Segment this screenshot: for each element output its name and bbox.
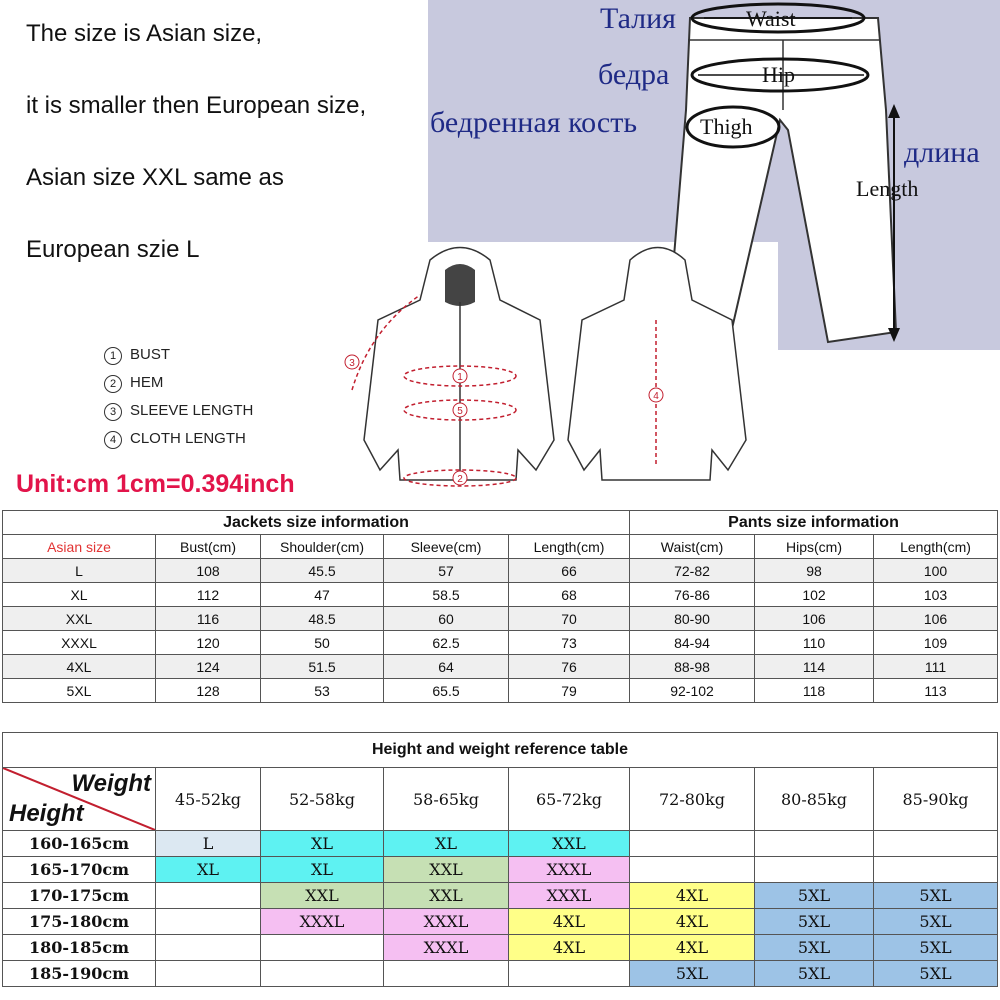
weight-column: 65-72kg (509, 768, 630, 831)
jacket-mark-5: 5 (457, 406, 463, 417)
weight-column: 80-85kg (755, 768, 874, 831)
length-label-ru: длина (904, 136, 980, 169)
jackets-table-title: Jackets size information (3, 511, 630, 535)
table-row (3, 883, 998, 909)
height-cell: 180-185cm (3, 935, 156, 961)
size-cell: XXXL (261, 909, 384, 935)
size-cell (261, 961, 384, 987)
size-cell: 4XL (630, 909, 755, 935)
table-cell: 111 (874, 655, 998, 679)
height-cell: 165-170cm (3, 857, 156, 883)
table-cell: 106 (755, 607, 874, 631)
height-cell: 175-180cm (3, 909, 156, 935)
height-cell: 170-175cm (3, 883, 156, 909)
length-label-en: Length (856, 176, 919, 201)
size-cell (630, 857, 755, 883)
size-note-1: The size is Asian size, (26, 20, 263, 47)
size-cell: XL (261, 831, 384, 857)
table-cell: 84-94 (630, 631, 755, 655)
waist-label-en: Waist (746, 6, 796, 31)
height-cell: 185-190cm (3, 961, 156, 987)
table-cell: 108 (156, 559, 261, 583)
size-cell (261, 935, 384, 961)
legend-item-cloth-length (104, 430, 246, 449)
legend-number: 1 (104, 347, 122, 365)
legend-number: 3 (104, 403, 122, 421)
height-weight-table (2, 732, 998, 987)
size-cell: XXL (261, 883, 384, 909)
height-cell: 160-165cm (3, 831, 156, 857)
size-cell: 4XL (630, 935, 755, 961)
table-cell: 62.5 (384, 631, 509, 655)
size-cell: 4XL (509, 909, 630, 935)
size-cell: 4XL (630, 883, 755, 909)
legend-item-bust (104, 346, 170, 365)
table-cell: 109 (874, 631, 998, 655)
size-cell: XL (156, 857, 261, 883)
table-row (3, 583, 998, 607)
table-cell: 100 (874, 559, 998, 583)
table-cell: 76 (509, 655, 630, 679)
table-cell: 116 (156, 607, 261, 631)
table-row (3, 909, 998, 935)
table-cell: 103 (874, 583, 998, 607)
table-cell: 50 (261, 631, 384, 655)
waist-label-ru: Талия (600, 2, 676, 35)
size-cell: 5XL (874, 961, 998, 987)
table-cell: 66 (509, 559, 630, 583)
table-cell: 53 (261, 679, 384, 703)
size-cell: XL (261, 857, 384, 883)
height-label: Height (9, 800, 84, 827)
thigh-label-en: Thigh (700, 114, 753, 139)
table-cell: 57 (384, 559, 509, 583)
legend-label: HEM (130, 374, 164, 391)
size-cell: 4XL (509, 935, 630, 961)
column-header-hips: Hips(cm) (755, 535, 874, 559)
legend-label: BUST (130, 346, 171, 363)
table-row (3, 935, 998, 961)
legend-number: 4 (104, 431, 122, 449)
pants-table-title: Pants size information (630, 511, 998, 535)
size-cell: 5XL (755, 935, 874, 961)
table-cell: 128 (156, 679, 261, 703)
size-cell: 5XL (874, 909, 998, 935)
weight-column: 45-52kg (156, 768, 261, 831)
legend-label: CLOTH LENGTH (130, 430, 246, 447)
size-cell (755, 831, 874, 857)
size-cell (384, 961, 509, 987)
table-row (3, 679, 998, 703)
table-cell: 58.5 (384, 583, 509, 607)
table-cell: 92-102 (630, 679, 755, 703)
size-cell: XXXL (384, 909, 509, 935)
size-information-table (2, 510, 998, 703)
size-cell: 5XL (630, 961, 755, 987)
size-cell: XXL (384, 883, 509, 909)
size-cell (156, 935, 261, 961)
size-note-2: it is smaller then European size, (26, 92, 367, 119)
table-cell: 45.5 (261, 559, 384, 583)
table-cell: 114 (755, 655, 874, 679)
table-cell: 47 (261, 583, 384, 607)
table-cell: 73 (509, 631, 630, 655)
size-cell: XXXL (384, 935, 509, 961)
table-row (3, 607, 998, 631)
size-cell (156, 909, 261, 935)
table-row (3, 655, 998, 679)
size-label-cell: L (3, 559, 156, 583)
size-label-cell: XXXL (3, 631, 156, 655)
jacket-mark-1: 1 (457, 372, 463, 383)
table-row (3, 857, 998, 883)
size-note-4: European szie L (26, 236, 200, 263)
size-cell (630, 831, 755, 857)
column-header-shoulder: Shoulder(cm) (261, 535, 384, 559)
size-cell: 5XL (755, 883, 874, 909)
weight-column: 52-58kg (261, 768, 384, 831)
size-cell: 5XL (755, 961, 874, 987)
size-note-3: Asian size XXL same as (26, 164, 284, 191)
thigh-label-ru: бедренная кость (430, 106, 637, 139)
table-cell: 48.5 (261, 607, 384, 631)
table-cell: 102 (755, 583, 874, 607)
size-cell (156, 883, 261, 909)
table-cell: 68 (509, 583, 630, 607)
table-cell: 113 (874, 679, 998, 703)
column-header-waist: Waist(cm) (630, 535, 755, 559)
table-cell: 124 (156, 655, 261, 679)
size-cell: XXXL (509, 883, 630, 909)
size-cell: XXL (509, 831, 630, 857)
table-corner (3, 768, 156, 831)
size-cell (755, 857, 874, 883)
column-header-jacket-length: Length(cm) (509, 535, 630, 559)
hip-label-en: Hip (762, 62, 795, 87)
size-cell: XXL (384, 857, 509, 883)
table-cell: 118 (755, 679, 874, 703)
table-row (3, 559, 998, 583)
table-cell: 60 (384, 607, 509, 631)
table-cell: 65.5 (384, 679, 509, 703)
legend-number: 2 (104, 375, 122, 393)
weight-column: 72-80kg (630, 768, 755, 831)
size-cell: 5XL (874, 883, 998, 909)
table-row (3, 961, 998, 987)
height-weight-table-title: Height and weight reference table (3, 733, 998, 768)
jacket-diagram (340, 240, 760, 490)
table-cell: 51.5 (261, 655, 384, 679)
size-cell: XXXL (509, 857, 630, 883)
size-cell (156, 961, 261, 987)
table-cell: 79 (509, 679, 630, 703)
size-label-cell: 5XL (3, 679, 156, 703)
weight-column: 85-90kg (874, 768, 998, 831)
table-cell: 88-98 (630, 655, 755, 679)
table-cell: 110 (755, 631, 874, 655)
size-cell (509, 961, 630, 987)
unit-conversion: Unit:cm 1cm=0.394inch (16, 470, 295, 498)
legend-label: SLEEVE LENGTH (130, 402, 254, 419)
column-header-pants-length: Length(cm) (874, 535, 998, 559)
table-cell: 98 (755, 559, 874, 583)
size-label-cell: XL (3, 583, 156, 607)
table-cell: 112 (156, 583, 261, 607)
table-row (3, 831, 998, 857)
table-cell: 76-86 (630, 583, 755, 607)
column-header-sleeve: Sleeve(cm) (384, 535, 509, 559)
column-header-asian-size: Asian size (3, 535, 156, 559)
weight-column: 58-65kg (384, 768, 509, 831)
table-cell: 72-82 (630, 559, 755, 583)
size-label-cell: 4XL (3, 655, 156, 679)
jacket-mark-2: 2 (457, 474, 463, 485)
jacket-mark-3: 3 (349, 358, 355, 369)
weight-label: Weight (71, 770, 151, 797)
size-cell: XL (384, 831, 509, 857)
table-cell: 80-90 (630, 607, 755, 631)
table-cell: 70 (509, 607, 630, 631)
jacket-mark-4: 4 (653, 391, 659, 402)
hip-label-ru: бедра (598, 58, 670, 91)
size-cell (874, 831, 998, 857)
size-cell (874, 857, 998, 883)
table-cell: 106 (874, 607, 998, 631)
size-cell: 5XL (874, 935, 998, 961)
legend-item-hem (104, 374, 163, 393)
legend-item-sleeve-length (104, 402, 253, 421)
size-cell: L (156, 831, 261, 857)
table-cell: 120 (156, 631, 261, 655)
size-cell: 5XL (755, 909, 874, 935)
size-label-cell: XXL (3, 607, 156, 631)
table-cell: 64 (384, 655, 509, 679)
column-header-bust: Bust(cm) (156, 535, 261, 559)
table-row (3, 631, 998, 655)
